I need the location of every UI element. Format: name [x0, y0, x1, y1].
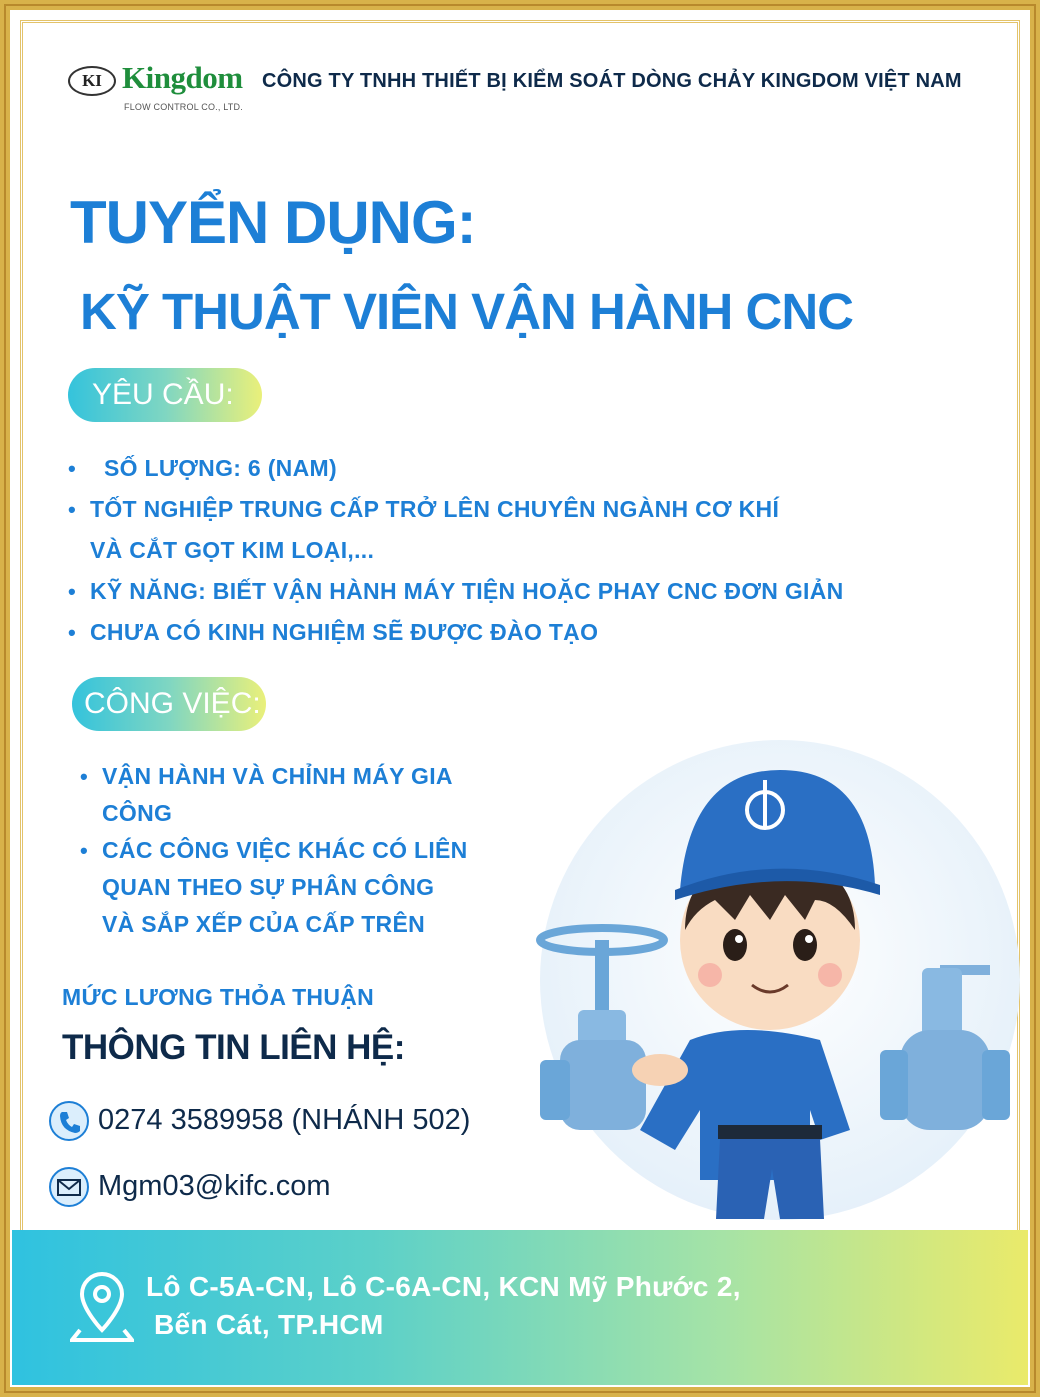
salary-note: MỨC LƯƠNG THỎA THUẬN: [62, 984, 375, 1010]
job-list: [80, 758, 500, 943]
phone-contact[interactable]: [48, 1100, 508, 1144]
job-label: CÔNG VIỆC:: [72, 677, 266, 731]
address-text: [146, 1268, 741, 1344]
title-recruitment: TUYỂN DỤNG:: [70, 189, 476, 256]
logo-wordmark: Kingdom: [122, 60, 243, 95]
contact-title: THÔNG TIN LIÊN HỆ:: [62, 1028, 405, 1067]
job-item-continued: CÔNG: [102, 800, 173, 826]
worker-belt: [718, 1125, 822, 1139]
logo-ki-mark: KI: [68, 66, 116, 96]
company-name: CÔNG TY TNHH THIẾT BỊ KIỂM SOÁT DÒNG CHẢY KINGDOM VIỆT NAM: [262, 70, 962, 92]
title-position: KỸ THUẬT VIÊN VẬN HÀNH CNC: [80, 283, 854, 340]
job-item-continued: VÀ SẮP XẾP CỦA CẤP TRÊN: [102, 911, 426, 937]
requirements-label: YÊU CẦU:: [68, 368, 262, 422]
address-footer: [12, 1230, 1028, 1385]
phone-number: 0274 3589958 (NHÁNH 502): [98, 1104, 471, 1136]
worker-illustration: [520, 740, 1020, 1220]
company-logo: [66, 60, 256, 116]
address-line-1: Lô C-5A-CN, Lô C-6A-CN, KCN Mỹ Phước 2,: [146, 1271, 741, 1302]
location-pin-icon: [70, 1270, 134, 1344]
requirement-item: • SỐ LƯỢNG: 6 (NAM): [68, 448, 928, 489]
phone-icon: [48, 1100, 90, 1142]
job-item: • CÁC CÔNG VIỆC KHÁC CÓ LIÊN: [80, 832, 500, 869]
mail-icon: [48, 1166, 90, 1208]
worker-hand: [632, 1054, 688, 1086]
requirements-list: [68, 448, 928, 653]
requirement-item: • CHƯA CÓ KINH NGHIỆM SẼ ĐƯỢC ĐÀO TẠO: [68, 612, 928, 653]
job-item-continued: QUAN THEO SỰ PHÂN CÔNG: [102, 874, 435, 900]
requirement-item: • KỸ NĂNG: BIẾT VẬN HÀNH MÁY TIỆN HOẶC PHAY CNC ĐƠN GIẢN: [68, 571, 928, 612]
job-item: • VẬN HÀNH VÀ CHỈNH MÁY GIA: [80, 758, 500, 795]
logo-subtitle: FLOW CONTROL CO., LTD.: [124, 102, 243, 112]
requirement-item-continued: VÀ CẮT GỌT KIM LOẠI,...: [90, 537, 375, 563]
email-contact[interactable]: [48, 1166, 408, 1210]
address-line-2: Bến Cát, TP.HCM: [154, 1309, 384, 1340]
requirement-item: • TỐT NGHIỆP TRUNG CẤP TRỞ LÊN CHUYÊN NGÀNH CƠ KHÍ: [68, 489, 928, 530]
email-address: Mgm03@kifc.com: [98, 1170, 331, 1202]
header: [66, 60, 1016, 120]
